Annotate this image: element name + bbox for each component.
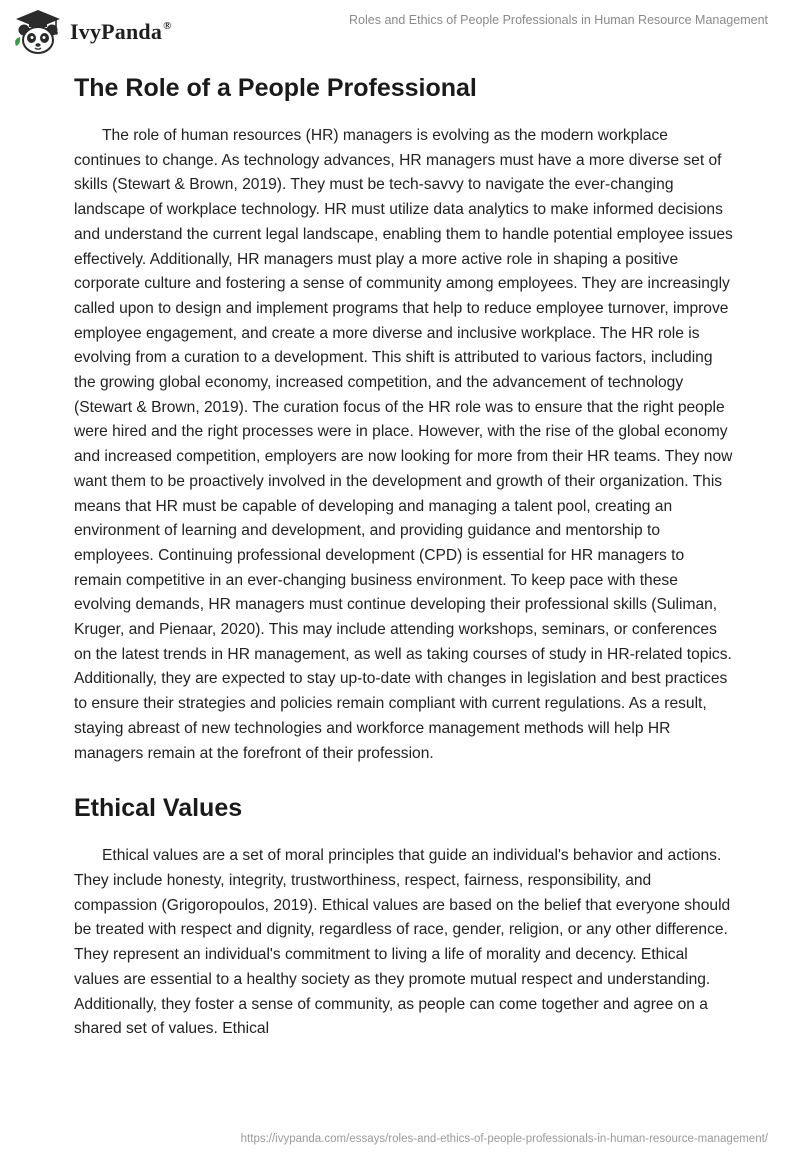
- section-paragraph-role: The role of human resources (HR) managers is evolving as the modern workplace continues to change. As technology advances, HR managers must have a more diverse set of skills (Stewart & Brown, 2019). They must be tech-savvy to navigate the ever-changing landscape of workplace technology. HR must utilize data analytics to make informed decisions and understand the current legal landscape, enabling them to handle potential employee issues effectively. Additionally, HR managers must play a more active role in shaping a positive corporate culture and fostering a sense of community among employees. They are increasingly called upon to design and implement programs that help to reduce employee turnover, improve employee engagement, and create a more diverse and inclusive workplace. The HR role is evolving from a curation to a development. This shift is attributed to various factors, including the growing global economy, increased competition, and the advancement of technology (Stewart & Brown, 2019). The curation focus of the HR role was to ensure that the right people were hired and the right processes were in place. However, with the rise of the global economy and increased competition, employers are now looking for more from their HR teams. They now want them to be proactively involved in the development and growth of their organization. This means that HR must be capable of developing and managing a talent pool, creating an environment of learning and development, and providing guidance and mentorship to employees. Continuing professional development (CPD) is essential for HR managers to remain competitive in an ever-changing business environment. To keep pace with these evolving demands, HR managers must continue developing their professional skills (Suliman, Kruger, and Pienaar, 2020). This may include attending workshops, seminars, or conferences on the latest trends in HR management, as well as taking courses of study in HR-related topics. Additionally, they are expected to stay up-to-date with changes in legislation and best practices to ensure their strategies and policies remain compliant with current regulations. As a result, staying abreast of new technologies and workforce management methods will help HR managers remain at the forefront of their profession.: [74, 127, 733, 762]
- source-url[interactable]: https://ivypanda.com/essays/roles-and-ethics-of-people-professionals-in-human-resource-management/: [240, 1133, 768, 1145]
- section-heading-ethical-values: Ethical Values: [74, 794, 243, 823]
- page-header: [0, 0, 800, 60]
- logo-wordmark: IvyPanda®: [70, 19, 172, 44]
- section-paragraph-ethical-values: Ethical values are a set of moral principles that guide an individual's behavior and actions. They include honesty, integrity, trustworthiness, respect, fairness, responsibility, and compassion (Grigoropoulos, 2019). Ethical values are based on the belief that everyone should be treated with respect and dignity, regardless of race, gender, religion, or any other difference. They represent an individual's commitment to living a life of morality and decency. Ethical values are essential to a healthy society as they promote mutual respect and understanding. Additionally, they foster a sense of community, as people can come together and agree on a shared set of values. Ethical: [74, 847, 731, 1038]
- document-title: Roles and Ethics of People Professionals in Human Resource Management: [349, 13, 768, 27]
- section-heading-role: The Role of a People Professional: [74, 74, 477, 102]
- essay-content: [74, 66, 734, 1042]
- ivypanda-logo[interactable]: [12, 8, 172, 56]
- panda-graduate-icon: [12, 8, 64, 56]
